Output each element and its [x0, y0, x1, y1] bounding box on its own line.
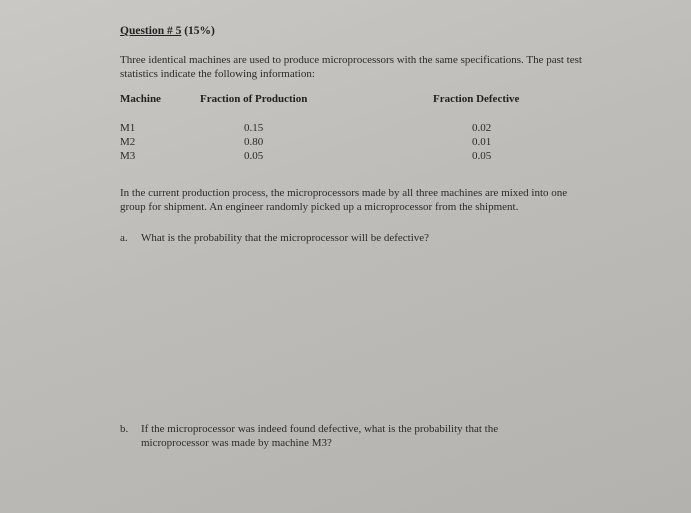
part-b-label: b. — [120, 423, 129, 435]
table-cell-production: 0.80 — [244, 136, 264, 148]
header-fraction-defective: Fraction Defective — [433, 93, 520, 105]
question-title — [120, 25, 215, 37]
table-cell-machine: M1 — [120, 122, 136, 134]
table-cell-defective: 0.05 — [472, 150, 492, 162]
question-number: Question # 5 — [120, 25, 182, 37]
part-b-text: If the microprocessor was indeed found defective, what is the probability that the microprocessor was made by machine M3? — [141, 423, 499, 449]
question-weight: (15%) — [184, 25, 215, 37]
machine-column — [120, 121, 135, 163]
header-machine: Machine — [120, 93, 161, 105]
table-cell-machine: M3 — [120, 150, 136, 162]
header-fraction-production: Fraction of Production — [200, 93, 308, 105]
table-cell-machine: M2 — [120, 136, 136, 148]
table-cell-defective: 0.02 — [472, 122, 492, 134]
intro-paragraph: Three identical machines are used to produce microprocessors with the same specifications. The past test statistics indicate the following information: — [120, 54, 582, 80]
context-paragraph: In the current production process, the microprocessors made by all three machines are mixed into one group for shipment. An engineer randomly picked up a microprocessor from the shipment. — [120, 187, 568, 213]
table-cell-production: 0.15 — [244, 122, 264, 134]
defective-column — [472, 121, 491, 163]
table-cell-production: 0.05 — [244, 150, 264, 162]
part-a-label: a. — [120, 232, 128, 244]
table-cell-defective: 0.01 — [472, 136, 492, 148]
part-a-text: What is the probability that the microprocessor will be defective? — [141, 232, 430, 244]
production-column — [244, 121, 263, 163]
